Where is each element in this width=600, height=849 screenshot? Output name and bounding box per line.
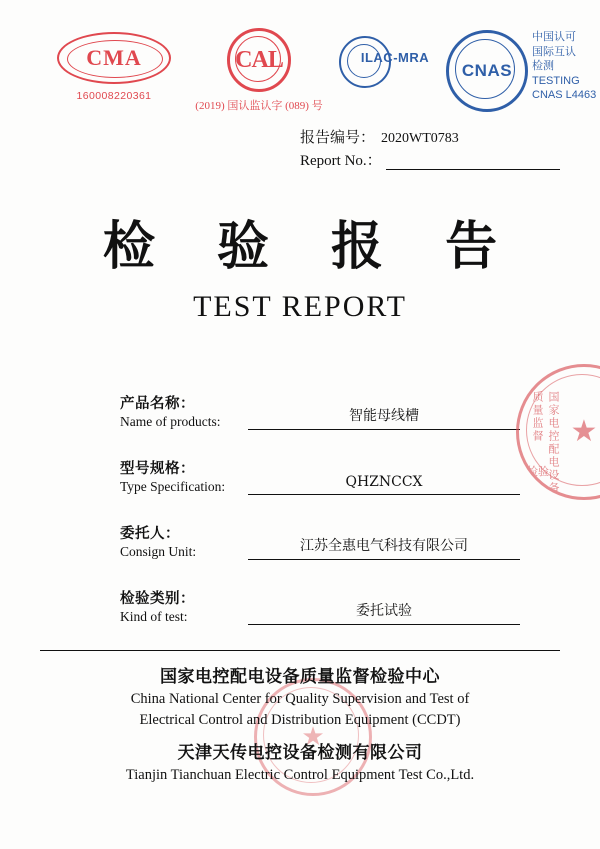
- ilac-mra-icon: [339, 34, 447, 88]
- field-label-en: Name of products:: [120, 414, 221, 429]
- field-label-cn: 型号规格：: [120, 460, 195, 477]
- field-underline: [248, 429, 520, 430]
- field-row: [120, 392, 520, 434]
- cnas-accreditation-text: [532, 30, 600, 103]
- field-value-text: QHZNCCX: [345, 474, 423, 490]
- cnas-circle-icon: [446, 30, 528, 112]
- cma-ellipse-icon: [57, 32, 171, 84]
- field-underline: [248, 559, 520, 560]
- footer-org-en-1: China National Center for Quality Supervision and Test of: [130, 691, 470, 707]
- cnas-mark: [442, 28, 532, 112]
- cal-approval-number: (2019) 国认监认字 (089) 号: [195, 100, 323, 112]
- page-title-cn: 检 验 报 告: [102, 216, 520, 277]
- field-label-en: Kind of test:: [120, 609, 188, 624]
- field-label-type-specification: [120, 457, 248, 495]
- field-row: [120, 457, 520, 499]
- footer-org-en-3: Tianjin Tianchuan Electric Control Equipment Test Co.,Ltd.: [125, 767, 475, 783]
- field-label-cn: 委托人：: [120, 525, 180, 542]
- report-number-en-row: [300, 149, 560, 170]
- cnas-line-2: 国际互认: [532, 45, 576, 58]
- cnas-line-5: CNAS L4463: [532, 89, 597, 102]
- field-underline: [248, 494, 520, 495]
- cnas-line-4: TESTING: [532, 74, 580, 87]
- page-title-en: TEST REPORT: [193, 290, 407, 323]
- cnas-label: CNAS: [461, 61, 513, 80]
- field-value-kind-of-test: [248, 587, 520, 625]
- field-label-cn: 产品名称：: [120, 395, 195, 412]
- footer-org-en-2: Electrical Control and Distribution Equipment (CCDT): [139, 712, 461, 728]
- cma-number: 160008220361: [76, 90, 152, 102]
- report-number-label-cn: 报告编号：: [300, 130, 376, 146]
- cal-label: CAL: [235, 46, 283, 73]
- field-label-en: Type Specification:: [120, 479, 226, 494]
- footer-divider: [40, 650, 560, 651]
- star-icon: ★: [570, 415, 598, 448]
- field-value-product-name: [248, 392, 520, 430]
- field-value-text: 智能母线槽: [349, 408, 419, 424]
- footer-block: [0, 662, 600, 784]
- cma-label: CMA: [86, 45, 142, 70]
- certification-marks-row: [42, 28, 597, 124]
- seal-text-right: 国家电控配电设备质量监督: [531, 391, 560, 495]
- field-row: [120, 522, 520, 564]
- field-label-en: Consign Unit:: [120, 544, 197, 559]
- field-value-text: 江苏全惠电气科技有限公司: [300, 538, 468, 554]
- cnas-line-3: 检测: [532, 60, 554, 73]
- official-seal-right: [516, 364, 600, 500]
- ilac-label: ILAC-MRA: [360, 50, 430, 65]
- cal-circle-icon: [227, 28, 291, 92]
- field-row: [120, 587, 520, 629]
- field-value-type-specification: [248, 457, 520, 495]
- cnas-line-1: 中国认可: [532, 31, 576, 43]
- report-number-cn-row: [300, 126, 560, 147]
- field-label-kind-of-test: [120, 587, 248, 625]
- fields-section: [120, 392, 520, 652]
- field-value-consign-unit: [248, 522, 520, 560]
- footer-org-cn-2: 天津天传电控设备检测有限公司: [177, 743, 423, 763]
- report-number-value: 2020WT0783: [381, 131, 459, 146]
- cal-mark: [194, 28, 324, 113]
- star-icon: ★: [301, 722, 325, 751]
- field-underline: [248, 624, 520, 625]
- seal-text-right-2: 检验: [527, 465, 549, 478]
- report-number-block: [300, 126, 560, 170]
- ilac-mra-mark: [338, 28, 448, 88]
- footer-org-cn-1: 国家电控配电设备质量监督检验中心: [160, 667, 440, 687]
- cma-mark: [54, 28, 174, 102]
- report-number-label-en: Report No.：: [300, 153, 382, 169]
- field-label-consign-unit: [120, 522, 248, 560]
- report-number-underline: [386, 156, 560, 170]
- field-label-cn: 检验类别：: [120, 590, 195, 607]
- field-label-product-name: [120, 392, 248, 430]
- seal-inner-ring: [526, 374, 600, 486]
- field-value-text: 委托试验: [356, 603, 412, 619]
